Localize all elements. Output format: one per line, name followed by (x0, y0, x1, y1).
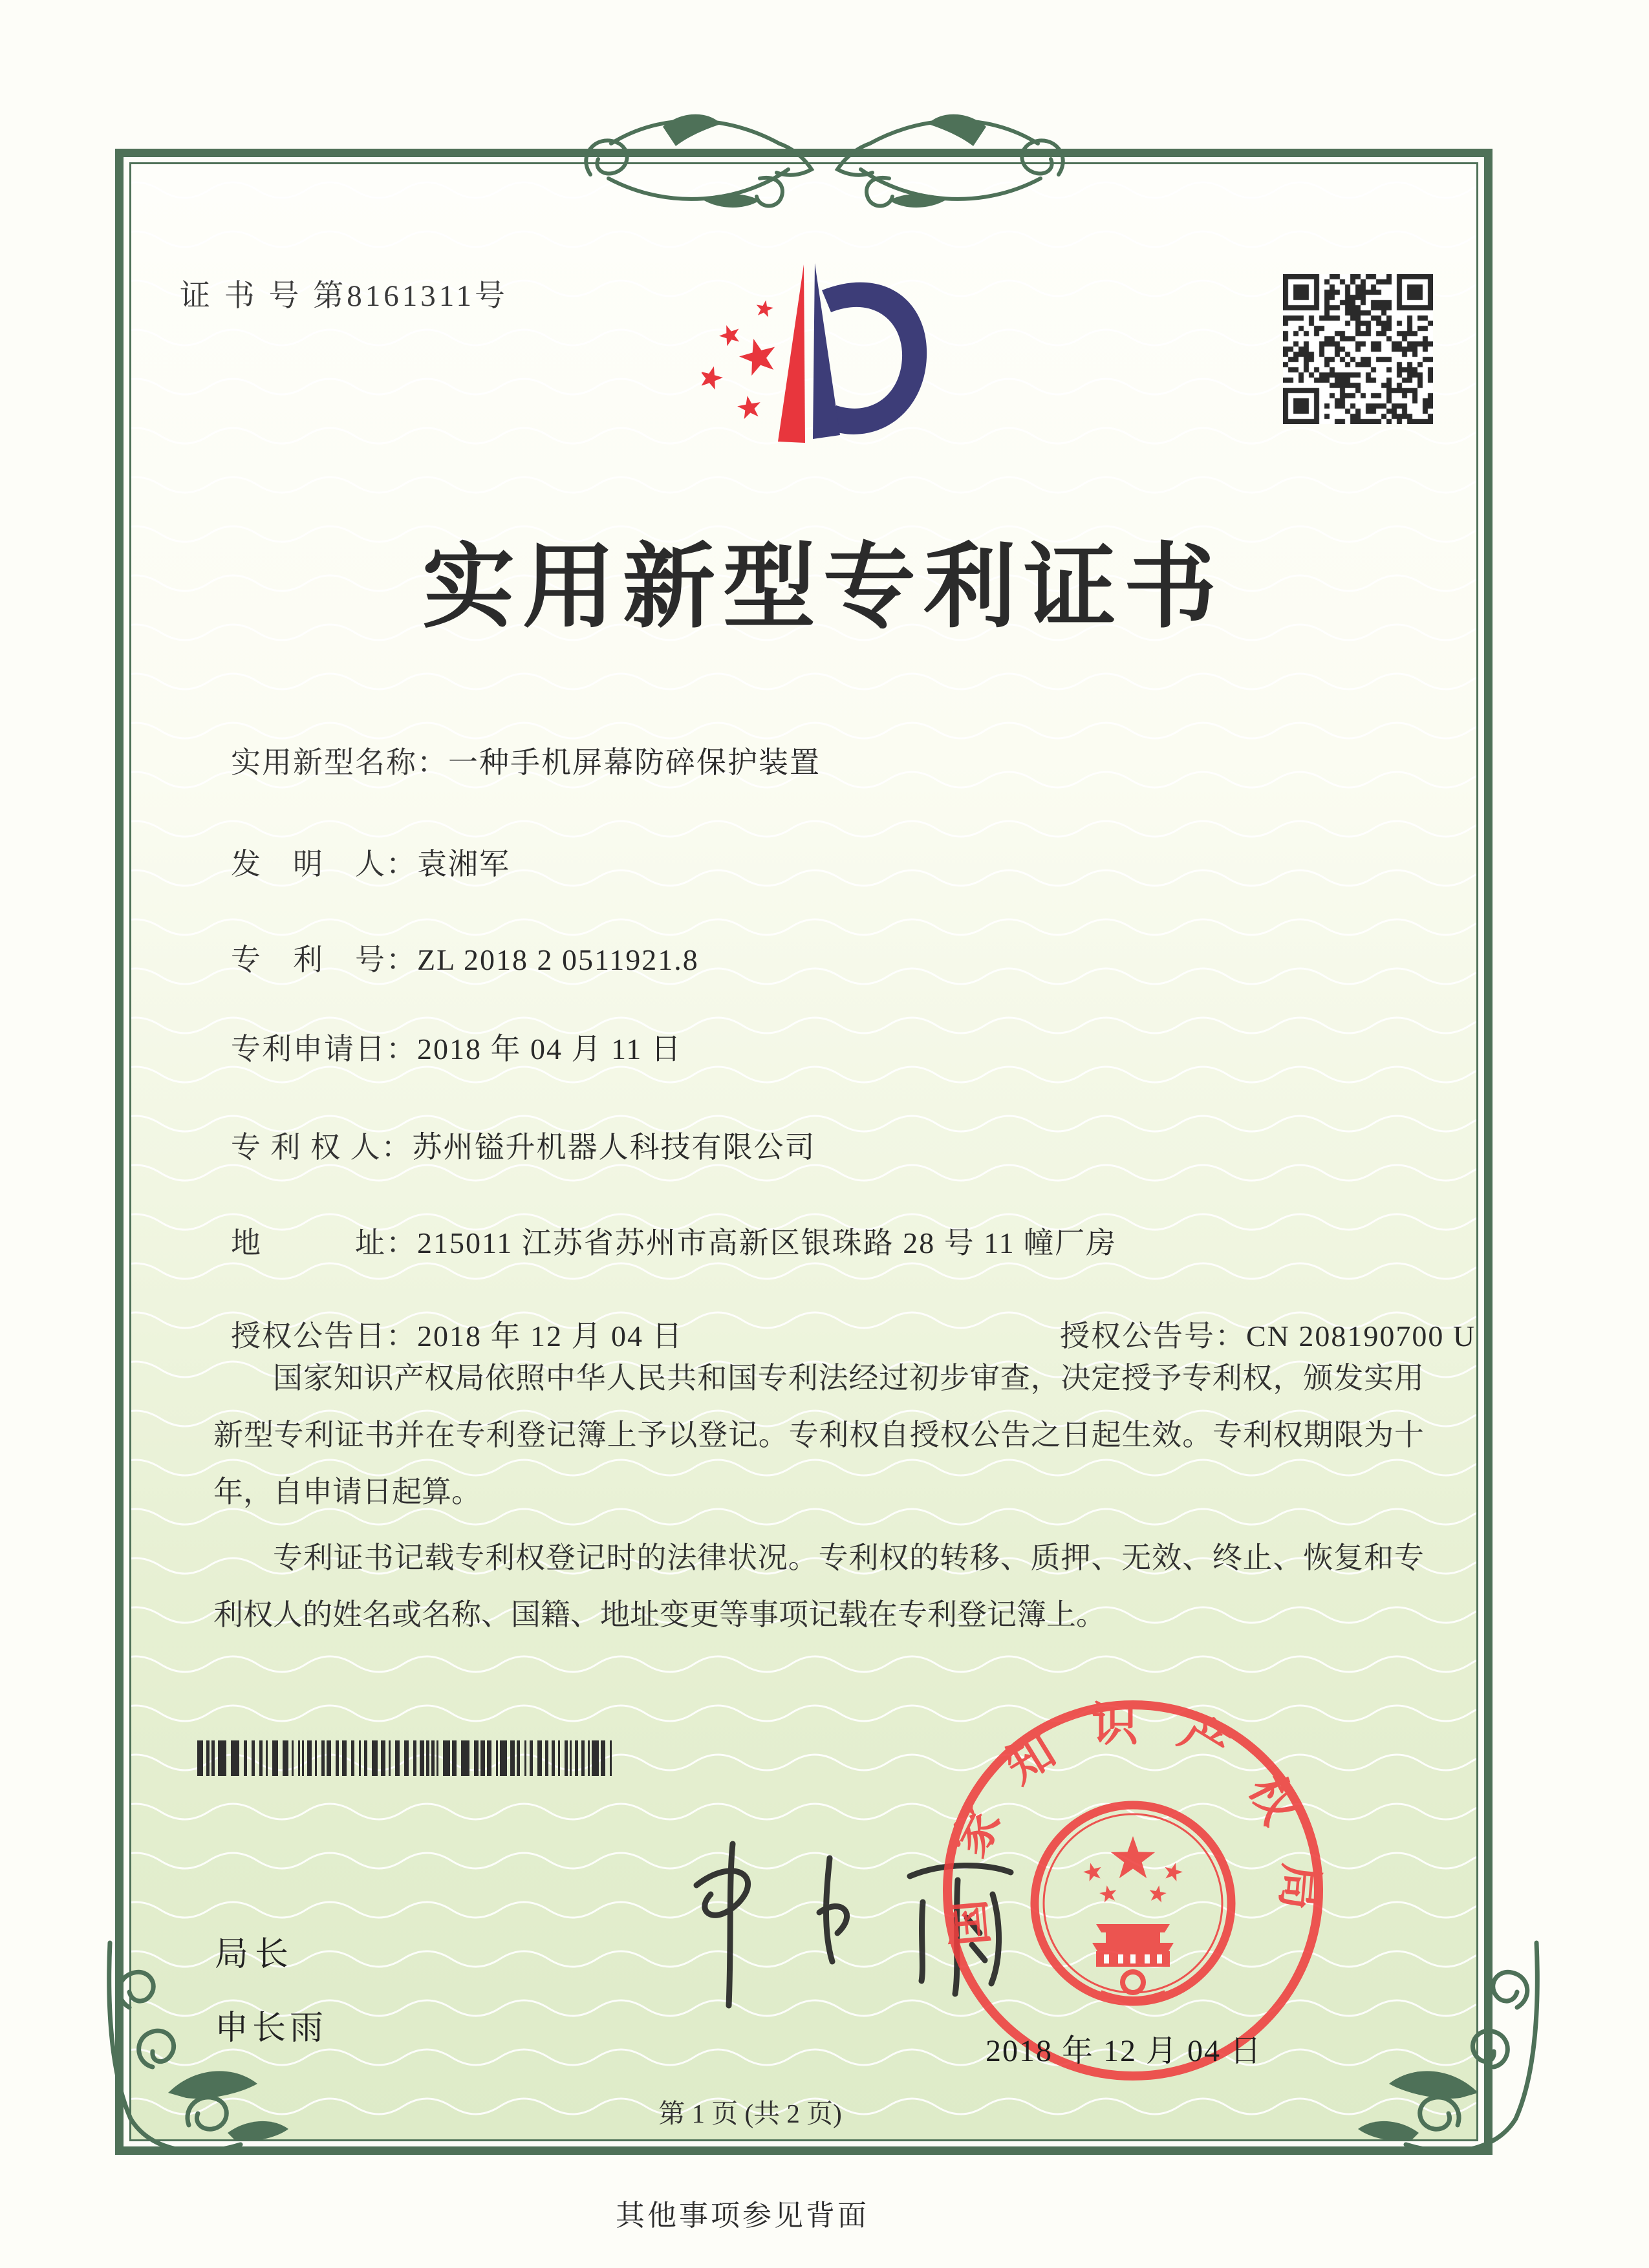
page-number: 第 1 页 (共 2 页) (658, 2099, 842, 2128)
grant-number-value: CN 208190700 U (1246, 1320, 1476, 1353)
seal-date: 2018 年 12 月 04 日 (985, 2034, 1262, 2068)
field-label: 专 利 权 人： (231, 1131, 413, 1164)
grant-number-label: 授权公告号： (1060, 1320, 1246, 1353)
field-value: 袁湘军 (417, 848, 510, 881)
back-side-note: 其他事项参见背面 (615, 2199, 869, 2232)
field-row-patent-number (213, 902, 699, 979)
field-row-address (213, 1185, 1117, 1262)
barcode (197, 1740, 618, 1776)
dragon-ornament (566, 102, 1083, 228)
field-row-utility-name (213, 705, 821, 782)
grant-date-label: 授权公告日： (231, 1320, 417, 1353)
field-row-patentee (213, 1089, 816, 1166)
field-value: 一种手机屏幕防碎保护装置 (448, 746, 821, 779)
field-label: 专 利 号： (231, 943, 417, 976)
logo-stars (702, 299, 781, 420)
field-label: 专利申请日： (231, 1032, 417, 1065)
logo-red-wedge (778, 264, 805, 443)
field-label: 实用新型名称： (231, 746, 448, 779)
legal-paragraph-1: 国家知识产权局依照中华人民共和国专利法经过初步审查，决定授予专利权，颁发实用新型专利证书并在专利登记簿上予以登记。专利权自授权公告之日起生效。专利权期限为十年，自申请日起算。 (213, 1362, 1424, 1508)
logo-p-bowl (822, 283, 927, 434)
corner-flourish-right (1342, 1930, 1556, 2163)
field-value: 215011 江苏省苏州市高新区银珠路 28 号 11 幢厂房 (417, 1226, 1117, 1259)
director-name: 申长雨 (215, 2010, 328, 2047)
seal-national-emblem (1035, 1805, 1231, 2002)
grant-date-value: 2018 年 12 月 04 日 (417, 1320, 684, 1353)
field-value: 2018 年 04 月 11 日 (417, 1032, 682, 1065)
field-row-inventor (213, 806, 510, 883)
director-title: 局长 (215, 1936, 296, 1973)
cnipa-logo (702, 261, 928, 448)
qr-code (1283, 274, 1433, 424)
field-label: 地 址： (231, 1226, 417, 1259)
field-label: 发 明 人： (231, 848, 417, 881)
seal-ring (947, 1705, 1319, 2076)
certificate-title: 实用新型专利证书 (422, 537, 1224, 639)
legal-text (213, 1350, 1424, 1653)
svg-text:国家知识产权局 (939, 1699, 1327, 1948)
field-value: ZL 2018 2 0511921.8 (417, 943, 699, 976)
field-row-filing-date (213, 991, 682, 1068)
seal-ring-text: 国家知识产权局 (939, 1699, 1327, 1949)
certificate-number: 证 书 号 第8161311号 (180, 279, 509, 313)
field-value: 苏州镒升机器人科技有限公司 (412, 1131, 816, 1164)
legal-paragraph-2: 专利证书记载专利权登记时的法律状况。专利权的转移、质押、无效、终止、恢复和专利权人的姓名或名称、国籍、地址变更等事项记载在专利登记簿上。 (213, 1541, 1424, 1631)
